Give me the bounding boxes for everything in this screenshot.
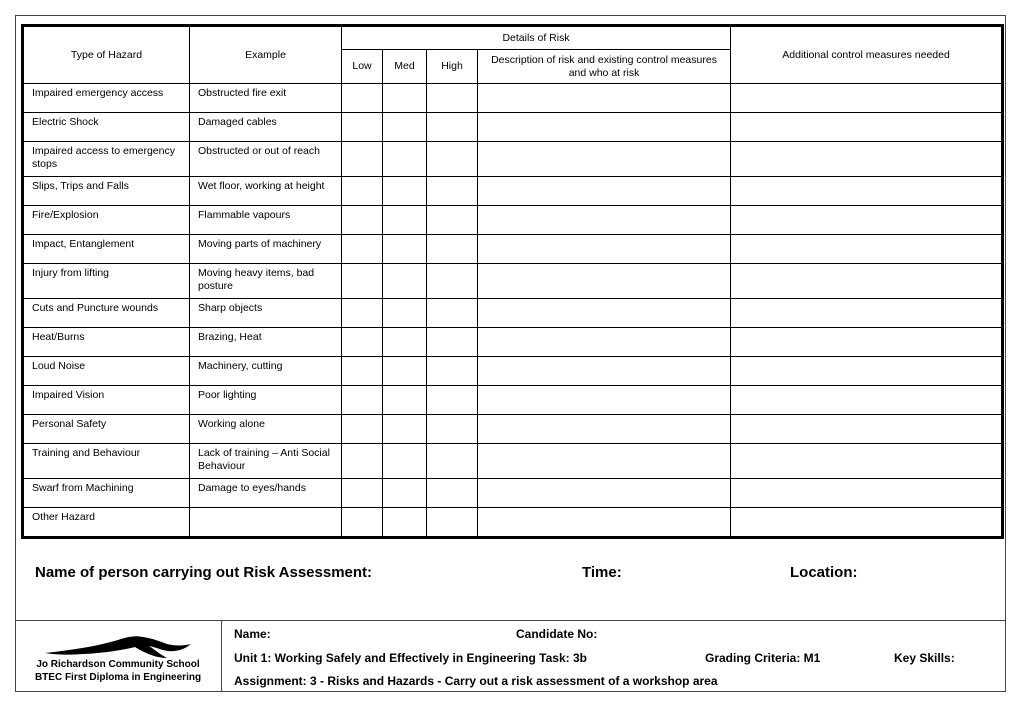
description-cell[interactable] (478, 142, 731, 177)
high-cell[interactable] (427, 177, 478, 206)
table-row (23, 113, 1003, 142)
hazard-cell: Other Hazard (23, 508, 190, 538)
med-cell[interactable] (383, 84, 427, 113)
additional-measures-cell[interactable] (731, 299, 1003, 328)
hazard-cell: Impaired access to emergency stops (23, 142, 190, 177)
high-cell[interactable] (427, 479, 478, 508)
med-cell[interactable] (383, 299, 427, 328)
additional-measures-cell[interactable] (731, 206, 1003, 235)
additional-measures-cell[interactable] (731, 177, 1003, 206)
low-cell[interactable] (342, 235, 383, 264)
header-details-of-risk: Details of Risk (342, 26, 731, 50)
additional-measures-cell[interactable] (731, 264, 1003, 299)
low-cell[interactable] (342, 328, 383, 357)
hazard-cell: Loud Noise (23, 357, 190, 386)
additional-measures-cell[interactable] (731, 444, 1003, 479)
med-cell[interactable] (383, 142, 427, 177)
table-row (23, 357, 1003, 386)
low-cell[interactable] (342, 444, 383, 479)
med-cell[interactable] (383, 328, 427, 357)
header-low: Low (342, 50, 383, 84)
assignment-text: Assignment: 3 - Risks and Hazards - Carry out a risk assessment of a workshop area (234, 674, 718, 688)
high-cell[interactable] (427, 299, 478, 328)
hazard-cell: Training and Behaviour (23, 444, 190, 479)
table-row (23, 235, 1003, 264)
high-cell[interactable] (427, 328, 478, 357)
example-cell: Damage to eyes/hands (190, 479, 342, 508)
description-cell[interactable] (478, 444, 731, 479)
med-cell[interactable] (383, 235, 427, 264)
example-cell: Moving parts of machinery (190, 235, 342, 264)
low-cell[interactable] (342, 142, 383, 177)
table-row (23, 177, 1003, 206)
high-cell[interactable] (427, 357, 478, 386)
school-block (15, 621, 221, 692)
table-row (23, 206, 1003, 235)
footer-name-label: Name: (234, 627, 271, 641)
header-description: Description of risk and existing control measures and who at risk (478, 50, 731, 84)
hazard-cell: Slips, Trips and Falls (23, 177, 190, 206)
med-cell[interactable] (383, 357, 427, 386)
example-cell: Machinery, cutting (190, 357, 342, 386)
hazard-cell: Heat/Burns (23, 328, 190, 357)
assessor-name-label: Name of person carrying out Risk Assessment: (35, 564, 373, 581)
table-row (23, 508, 1003, 538)
additional-measures-cell[interactable] (731, 357, 1003, 386)
hazard-cell: Impaired Vision (23, 386, 190, 415)
low-cell[interactable] (342, 177, 383, 206)
header-med: Med (383, 50, 427, 84)
description-cell[interactable] (478, 264, 731, 299)
low-cell[interactable] (342, 415, 383, 444)
example-cell: Wet floor, working at height (190, 177, 342, 206)
high-cell[interactable] (427, 84, 478, 113)
high-cell[interactable] (427, 386, 478, 415)
footer-divider (221, 621, 222, 692)
additional-measures-cell[interactable] (731, 84, 1003, 113)
low-cell[interactable] (342, 357, 383, 386)
high-cell[interactable] (427, 113, 478, 142)
additional-measures-cell[interactable] (731, 235, 1003, 264)
med-cell[interactable] (383, 508, 427, 538)
grading-criteria: Grading Criteria: M1 (705, 651, 821, 665)
description-cell[interactable] (478, 84, 731, 113)
description-cell[interactable] (478, 299, 731, 328)
low-cell[interactable] (342, 299, 383, 328)
footer (15, 620, 1006, 692)
med-cell[interactable] (383, 415, 427, 444)
risk-assessment-table (21, 24, 1004, 539)
table-row (23, 386, 1003, 415)
description-cell[interactable] (478, 357, 731, 386)
description-cell[interactable] (478, 386, 731, 415)
description-cell[interactable] (478, 328, 731, 357)
low-cell[interactable] (342, 479, 383, 508)
description-cell[interactable] (478, 113, 731, 142)
example-cell: Obstructed or out of reach (190, 142, 342, 177)
med-cell[interactable] (383, 177, 427, 206)
course-name: BTEC First Diploma in Engineering (34, 672, 202, 683)
example-cell: Flammable vapours (190, 206, 342, 235)
med-cell[interactable] (383, 444, 427, 479)
table-row (23, 479, 1003, 508)
additional-measures-cell[interactable] (731, 328, 1003, 357)
high-cell[interactable] (427, 142, 478, 177)
med-cell[interactable] (383, 264, 427, 299)
low-cell[interactable] (342, 84, 383, 113)
high-cell[interactable] (427, 444, 478, 479)
low-cell[interactable] (342, 113, 383, 142)
location-label: Location: (790, 564, 858, 581)
hazard-cell: Electric Shock (23, 113, 190, 142)
hazard-cell: Impaired emergency access (23, 84, 190, 113)
low-cell[interactable] (342, 206, 383, 235)
med-cell[interactable] (383, 206, 427, 235)
header-type-of-hazard: Type of Hazard (23, 26, 190, 84)
candidate-number-label: Candidate No: (516, 627, 598, 641)
high-cell[interactable] (427, 415, 478, 444)
additional-measures-cell[interactable] (731, 142, 1003, 177)
hazard-cell: Impact, Entanglement (23, 235, 190, 264)
low-cell[interactable] (342, 508, 383, 538)
table-row (23, 142, 1003, 177)
key-skills-label: Key Skills: (894, 651, 955, 665)
description-cell[interactable] (478, 177, 731, 206)
description-cell[interactable] (478, 206, 731, 235)
additional-measures-cell[interactable] (731, 415, 1003, 444)
table-row (23, 84, 1003, 113)
header-high: High (427, 50, 478, 84)
bird-logo-icon (43, 634, 193, 660)
table-row (23, 299, 1003, 328)
med-cell[interactable] (383, 113, 427, 142)
table-row (23, 444, 1003, 479)
high-cell[interactable] (427, 206, 478, 235)
example-cell: Damaged cables (190, 113, 342, 142)
example-cell: Poor lighting (190, 386, 342, 415)
description-cell[interactable] (478, 235, 731, 264)
med-cell[interactable] (383, 386, 427, 415)
header-example: Example (190, 26, 342, 84)
header-additional-control-measures: Additional control measures needed (731, 26, 1003, 84)
example-cell: Moving heavy items, bad posture (190, 264, 342, 299)
hazard-cell: Injury from lifting (23, 264, 190, 299)
additional-measures-cell[interactable] (731, 386, 1003, 415)
high-cell[interactable] (427, 235, 478, 264)
time-label: Time: (582, 564, 622, 581)
school-name: Jo Richardson Community School (36, 659, 200, 670)
description-cell[interactable] (478, 508, 731, 538)
med-cell[interactable] (383, 479, 427, 508)
example-cell[interactable] (190, 508, 342, 538)
low-cell[interactable] (342, 264, 383, 299)
example-cell: Obstructed fire exit (190, 84, 342, 113)
table-row (23, 328, 1003, 357)
example-cell: Sharp objects (190, 299, 342, 328)
hazard-cell: Fire/Explosion (23, 206, 190, 235)
hazard-cell: Personal Safety (23, 415, 190, 444)
example-cell: Brazing, Heat (190, 328, 342, 357)
table-row (23, 415, 1003, 444)
high-cell[interactable] (427, 264, 478, 299)
example-cell: Working alone (190, 415, 342, 444)
additional-measures-cell[interactable] (731, 479, 1003, 508)
description-cell[interactable] (478, 479, 731, 508)
description-cell[interactable] (478, 415, 731, 444)
hazard-cell: Cuts and Puncture wounds (23, 299, 190, 328)
additional-measures-cell[interactable] (731, 113, 1003, 142)
high-cell[interactable] (427, 508, 478, 538)
additional-measures-cell[interactable] (731, 508, 1003, 538)
low-cell[interactable] (342, 386, 383, 415)
example-cell: Lack of training – Anti Social Behaviour (190, 444, 342, 479)
unit-text: Unit 1: Working Safely and Effectively in Engineering Task: 3b (234, 651, 587, 665)
hazard-cell: Swarf from Machining (23, 479, 190, 508)
table-row (23, 264, 1003, 299)
